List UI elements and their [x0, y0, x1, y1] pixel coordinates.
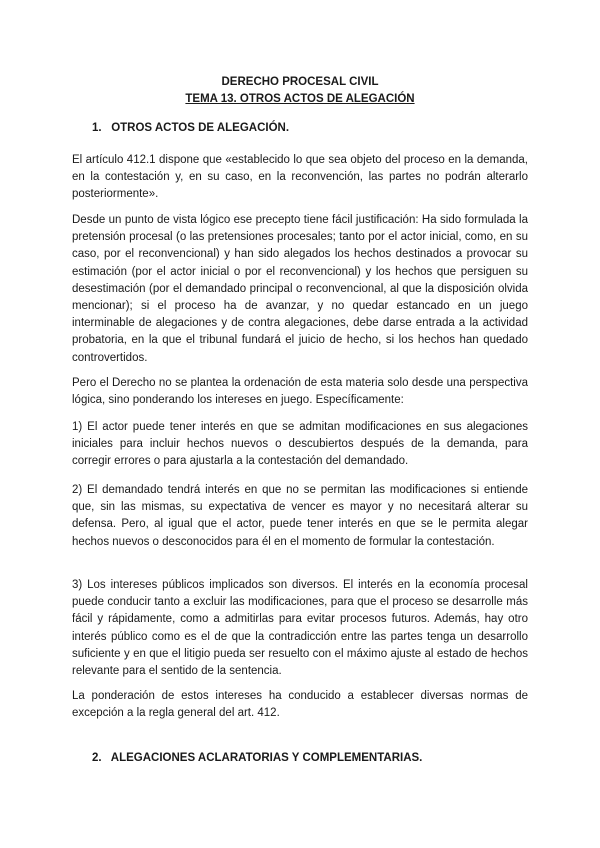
paragraph: 1) El actor puede tener interés en que se admitan modificaciones en sus alegaciones iniciales para incluir hechos nuevos o descubiertos después de la demanda, para corregir errores o para ajustarla a la contestación del demandado. — [72, 421, 528, 468]
section-number: 1. — [92, 122, 102, 134]
course-title: DERECHO PROCESAL CIVIL — [221, 76, 379, 88]
section-number: 2. — [92, 752, 102, 764]
topic-title: TEMA 13. OTROS ACTOS DE ALEGACIÓN — [185, 93, 415, 105]
paragraph: La ponderación de estos intereses ha conducido a establecer diversas normas de excepción a la regla general del art. 412. — [72, 690, 528, 720]
document-header — [0, 74, 600, 108]
section-heading-text: ALEGACIONES ACLARATORIAS Y COMPLEMENTARIAS. — [110, 752, 423, 764]
paragraph: Desde un punto de vista lógico ese precepto tiene fácil justificación: Ha sido formulada la pretensión procesal (o las pretensiones procesales; tanto por el actor inicial, como, en su caso, por el reconvencional) y han sido alegados los hechos destinados a provocar su estimación (por el actor inicial o por el reconvencional) y los hechos que persiguen su desestimación (por el demandado principal o reconvencional, al que la disposición olvida mencionar); si el proceso ha de avanzar, y no quedar estancado en un juego interminable de alegaciones y de contra alegaciones, debe darse entrada a la actividad probatoria, en la que el tribunal fundará el juicio de hecho, si los hechos han quedado controvertidos. — [72, 214, 528, 364]
paragraph: 2) El demandado tendrá interés en que no se permitan las modificaciones si entiende que, sin las mismas, su expectativa de vencer es mayor y no necesitará alterar su defensa. Pero, al igual que el actor, puede tener interés en que se le permita alegar hechos nuevos o desconocidos para él en el momento de formular la contestación. — [72, 484, 528, 548]
section-1-heading — [92, 122, 289, 134]
paragraph: Pero el Derecho no se plantea la ordenación de esta materia solo desde una perspectiva lógica, sino ponderando los intereses en juego. Específicamente: — [72, 377, 528, 407]
paragraph: El artículo 412.1 dispone que «establecido lo que sea objeto del proceso en la demanda, en la contestación y, en su caso, en la reconvención, las partes no podrán alterarlo posteriormente». — [72, 154, 528, 201]
paragraph: 3) Los intereses públicos implicados son diversos. El interés en la economía procesal puede conducir tanto a excluir las modificaciones, para que el proceso se desarrolle más fácil y rápidamente, como a admitirlas para evitar procesos futuros. Además, hay otro interés público como es el de que la contradicción entre las partes tenga un desarrollo suficiente y en que el litigio pueda ser resuelto con el máximo ajuste al estado de hechos relevante para el sentido de la sentencia. — [72, 579, 528, 678]
section-heading-text: OTROS ACTOS DE ALEGACIÓN. — [111, 122, 290, 134]
section-2-heading — [92, 752, 422, 764]
